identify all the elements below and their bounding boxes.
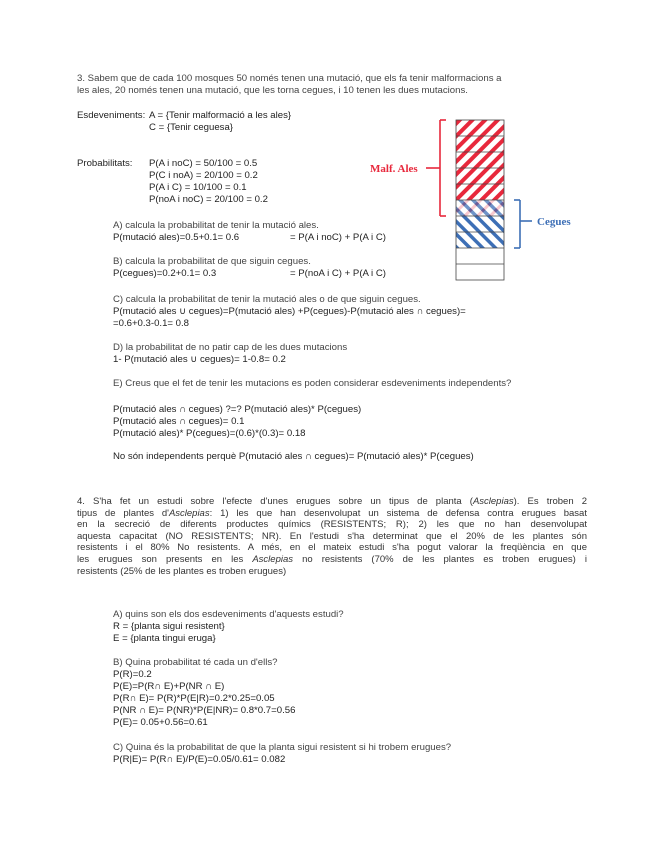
question-3c: C) calcula la probabilitat de tenir la mutació ales o de que siguin cegues. — [113, 294, 421, 305]
answer-4b-line: P(E)=P(R∩ E)+P(NR ∩ E) — [113, 681, 225, 692]
answer-4a-2: E = {planta tingui eruga} — [113, 633, 216, 644]
cegues-bracket — [514, 200, 532, 248]
answer-3c-1: P(mutació ales ∪ cegues)=P(mutació ales) +P(cegues)-P(mutació ales ∩ cegues)= — [113, 306, 466, 317]
problem4-intro-line: resistents i el 80% No resistents. A més, en el mateix estudi s'ha pogut valorar la freqüència en que — [77, 542, 587, 554]
prob-line: P(A i C) = 10/100 = 0.1 — [149, 182, 247, 193]
answer-4b-line: P(R∩ E)= P(R)*P(E|R)=0.2*0.25=0.05 — [113, 693, 275, 704]
answer-3c-2: =0.6+0.3-0.1= 0.8 — [113, 318, 190, 329]
event-c: C = {Tenir ceguesa} — [149, 122, 234, 133]
answer-3a-2: = P(A i noC) + P(A i C) — [290, 232, 386, 243]
problem4-intro-line: les erugues son presents en les Asclepias no resistents (70% de les plantes es troben erugues) i — [77, 553, 587, 565]
malf-ales-label: Malf. Ales — [370, 163, 418, 175]
problem4-intro — [77, 496, 587, 577]
problem4-intro-line: aquesta capacitat (NO RESISTENTS; NR). En l'estudi s'ha determinat que el 20% de les plantes són — [77, 530, 587, 542]
malf-bracket — [426, 120, 446, 216]
answer-4b-line: P(E)= 0.05+0.56=0.61 — [113, 717, 208, 728]
problem3-intro-line2: les ales, 20 només tenen una mutació, que les torna cegues, i 10 tenen les dues mutacions. — [77, 85, 468, 96]
events-label: Esdeveniments: — [77, 110, 146, 121]
problem4-intro-line: tipus de plantes d'Asclepias: 1) les que han desenvolupat un sistema de defensa contra erugues basat — [77, 507, 587, 519]
answer-3e-4: No són independents perquè P(mutació ales ∩ cegues)= P(mutació ales)* P(cegues) — [113, 451, 474, 462]
problem4-intro-line: 4. S'ha fet un estudi sobre l'efecte d'unes erugues sobre un tipus de planta (Asclepias). Es troben 2 — [77, 496, 587, 507]
problem4-intro-line: en la secreció de diferents productes químics (RESISTENTS; R); 2) les que no han desenvolupat — [77, 519, 587, 531]
event-a: A = {Tenir malformació a les ales} — [149, 110, 292, 121]
answer-4b-line: P(NR ∩ E)= P(NR)*P(E|NR)= 0.8*0.7=0.56 — [113, 705, 296, 716]
answer-3b-2: = P(noA i C) + P(A i C) — [290, 268, 386, 279]
question-3e: E) Creus que el fet de tenir les mutacions es poden considerar esdeveniments independents? — [113, 378, 512, 389]
malf-only-region — [456, 120, 504, 200]
answer-3d-1: 1- P(mutació ales ∪ cegues)= 1-0.8= 0.2 — [113, 354, 286, 365]
probabilities-label: Probabilitats: — [77, 158, 133, 169]
question-4b: B) Quina probabilitat té cada un d'ells? — [113, 657, 278, 668]
mutation-diagram — [360, 115, 610, 285]
question-3d: D) la probabilitat de no patir cap de les dues mutacions — [113, 342, 348, 353]
prob-line: P(noA i noC) = 20/100 = 0.2 — [149, 194, 268, 205]
question-3b: B) calcula la probabilitat de que siguin cegues. — [113, 256, 311, 267]
cegues-label: Cegues — [537, 216, 571, 228]
answer-4c-1: P(R|E)= P(R∩ E)/P(E)=0.05/0.61= 0.082 — [113, 754, 286, 765]
prob-line: P(C i noA) = 20/100 = 0.2 — [149, 170, 258, 181]
question-3a: A) calcula la probabilitat de tenir la mutació ales. — [113, 220, 319, 231]
question-4c: C) Quina és la probabilitat de que la planta sigui resistent si hi trobem erugues? — [113, 742, 452, 753]
answer-3e-2: P(mutació ales ∩ cegues)= 0.1 — [113, 416, 245, 427]
answer-3b-1: P(cegues)=0.2+0.1= 0.3 — [113, 268, 217, 279]
answer-3a-1: P(mutació ales)=0.5+0.1= 0.6 — [113, 232, 240, 243]
question-4a: A) quins son els dos esdeveniments d'aquests estudi? — [113, 609, 344, 620]
answer-3e-1: P(mutació ales ∩ cegues) ?=? P(mutació ales)* P(cegues) — [113, 404, 362, 415]
prob-line: P(A i noC) = 50/100 = 0.5 — [149, 158, 258, 169]
answer-4b-line: P(R)=0.2 — [113, 669, 152, 680]
answer-3e-3: P(mutació ales)* P(cegues)=(0.6)*(0.3)= 0.18 — [113, 428, 306, 439]
answer-4a-1: R = {planta sigui resistent} — [113, 621, 225, 632]
problem3-intro-line1: 3. Sabem que de cada 100 mosques 50 només tenen una mutació, que els fa tenir malformacions a — [77, 73, 502, 84]
problem4-intro-line: resistents (25% de les plantes es troben erugues) — [77, 565, 287, 577]
